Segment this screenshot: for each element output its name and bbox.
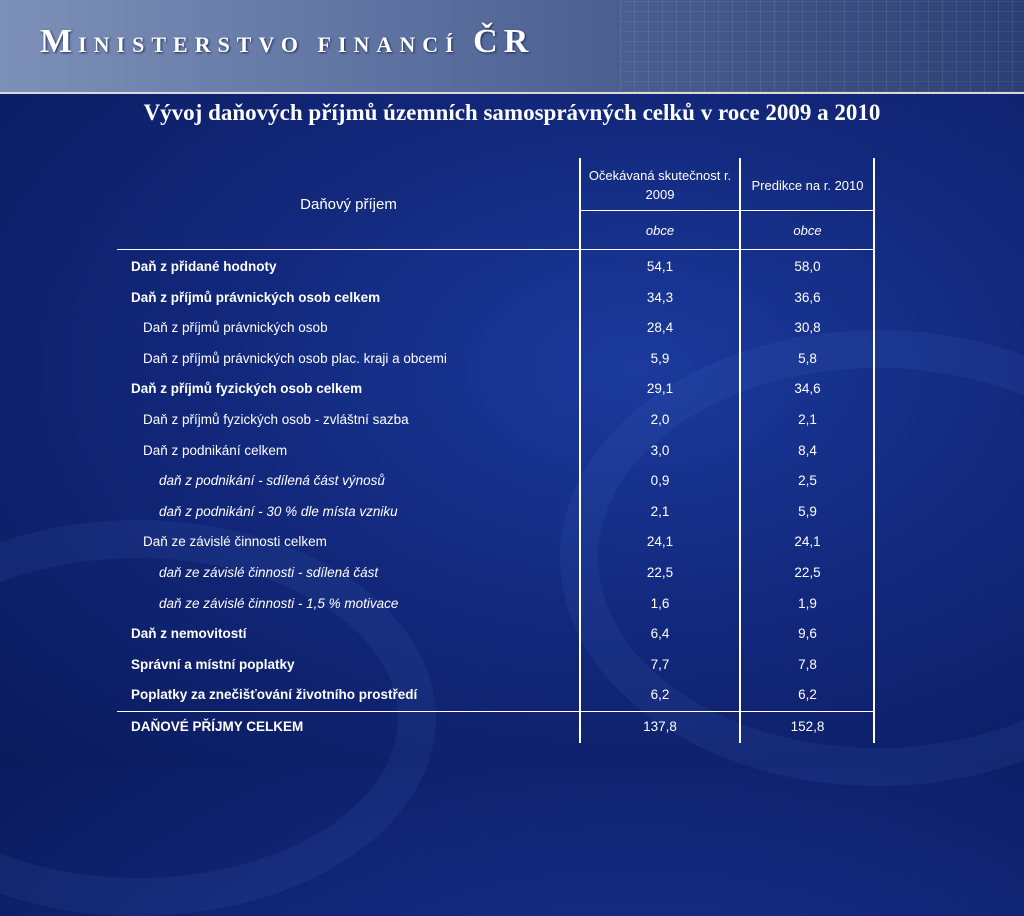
slide-title: Vývoj daňových příjmů územních samosprávných celků v roce 2009 a 2010 <box>143 100 881 125</box>
row-value-2010: 34,6 <box>794 381 821 397</box>
table-row <box>117 650 875 681</box>
row-label: Poplatky za znečišťování životního prostředí <box>131 687 418 703</box>
row-value-2009: 54,1 <box>646 259 674 274</box>
row-value-2009: 5,9 <box>650 350 670 366</box>
row-label: daň z podnikání - 30 % dle místa vzniku <box>159 503 398 519</box>
table-row <box>117 558 875 589</box>
row-value-2010: 36,6 <box>794 289 821 305</box>
row-value-2009: 34,3 <box>646 289 674 305</box>
row-value-2010: 9,6 <box>798 626 817 642</box>
row-value-2009: 2,0 <box>650 411 670 427</box>
table-row <box>117 466 875 497</box>
row-label: daň ze závislé činnosti - 1,5 % motivace <box>159 595 399 611</box>
table-row <box>117 252 875 283</box>
row-value-2009: 3,0 <box>650 442 670 458</box>
total-value-2010: 152,8 <box>790 718 825 734</box>
ministry-header <box>0 0 1024 92</box>
col-subheader-2010: obce <box>793 223 822 238</box>
row-value-2010: 1,9 <box>798 595 817 611</box>
table-row <box>117 589 875 620</box>
row-label: Daň z přidané hodnoty <box>131 259 277 274</box>
header-divider <box>0 92 1024 94</box>
table-row <box>117 283 875 314</box>
row-value-2009: 6,2 <box>650 687 670 703</box>
total-value-2009: 137,8 <box>643 718 677 734</box>
table-row <box>117 405 875 436</box>
table-row <box>117 436 875 467</box>
row-value-2010: 30,8 <box>794 320 821 336</box>
row-value-2010: 7,8 <box>798 656 817 672</box>
row-label: Daň z příjmů fyzických osob celkem <box>131 381 363 397</box>
row-value-2009: 24,1 <box>646 534 674 550</box>
table-row <box>117 344 875 375</box>
row-label: Daň z podnikání celkem <box>143 442 288 458</box>
total-label: DAŇOVÉ PŘÍJMY CELKEM <box>131 718 304 734</box>
row-label: Daň z příjmů fyzických osob - zvláštní sazba <box>143 411 409 427</box>
row-label: Správní a místní poplatky <box>131 656 295 672</box>
row-value-2009: 28,4 <box>646 320 674 336</box>
table-row <box>117 374 875 405</box>
col-header-2009: Očekávaná skutečnost r. 2009 <box>580 160 740 211</box>
row-value-2009: 22,5 <box>646 564 674 580</box>
row-label: Daň z nemovitostí <box>131 626 247 642</box>
table-row <box>117 680 875 711</box>
table-body <box>117 250 875 711</box>
row-value-2009: 0,9 <box>650 473 670 489</box>
table-header <box>117 160 875 250</box>
row-value-2010: 5,8 <box>798 350 817 366</box>
tax-revenue-table <box>117 160 875 743</box>
row-value-2010: 22,5 <box>794 564 821 580</box>
row-value-2010: 2,5 <box>798 473 817 489</box>
header-decoration <box>620 0 1024 92</box>
row-value-2009: 1,6 <box>650 595 670 611</box>
table-row <box>117 313 875 344</box>
col-header-2010: Predikce na r. 2010 <box>740 160 875 211</box>
table-row <box>117 497 875 528</box>
row-value-2010: 5,9 <box>798 503 817 519</box>
row-value-2010: 6,2 <box>798 687 817 703</box>
row-label: Daň z příjmů právnických osob celkem <box>131 289 381 305</box>
row-value-2010: 24,1 <box>794 534 821 550</box>
col-subheader-2009: obce <box>645 223 675 238</box>
row-value-2010: 8,4 <box>798 442 817 458</box>
row-header-label: Daňový příjem <box>300 196 397 213</box>
row-label: Daň ze závislé činnosti celkem <box>143 534 327 550</box>
row-value-2010: 2,1 <box>798 411 817 427</box>
row-label: daň z podnikání - sdílená část výnosů <box>159 473 385 489</box>
row-value-2009: 7,7 <box>650 656 670 672</box>
row-value-2010: 58,0 <box>794 259 821 274</box>
table-total-row <box>117 711 875 743</box>
row-value-2009: 29,1 <box>646 381 674 397</box>
ministry-title: MINISTERSTVO FINANCÍ ČR <box>40 23 535 60</box>
row-label: Daň z příjmů právnických osob <box>143 320 328 336</box>
row-value-2009: 6,4 <box>650 626 670 642</box>
row-label: daň ze závislé činnosti - sdílená část <box>159 564 379 580</box>
row-label: Daň z příjmů právnických osob plac. kraji a obcemi <box>143 350 447 366</box>
row-value-2009: 2,1 <box>650 503 670 519</box>
table-row <box>117 527 875 558</box>
table-row <box>117 619 875 650</box>
